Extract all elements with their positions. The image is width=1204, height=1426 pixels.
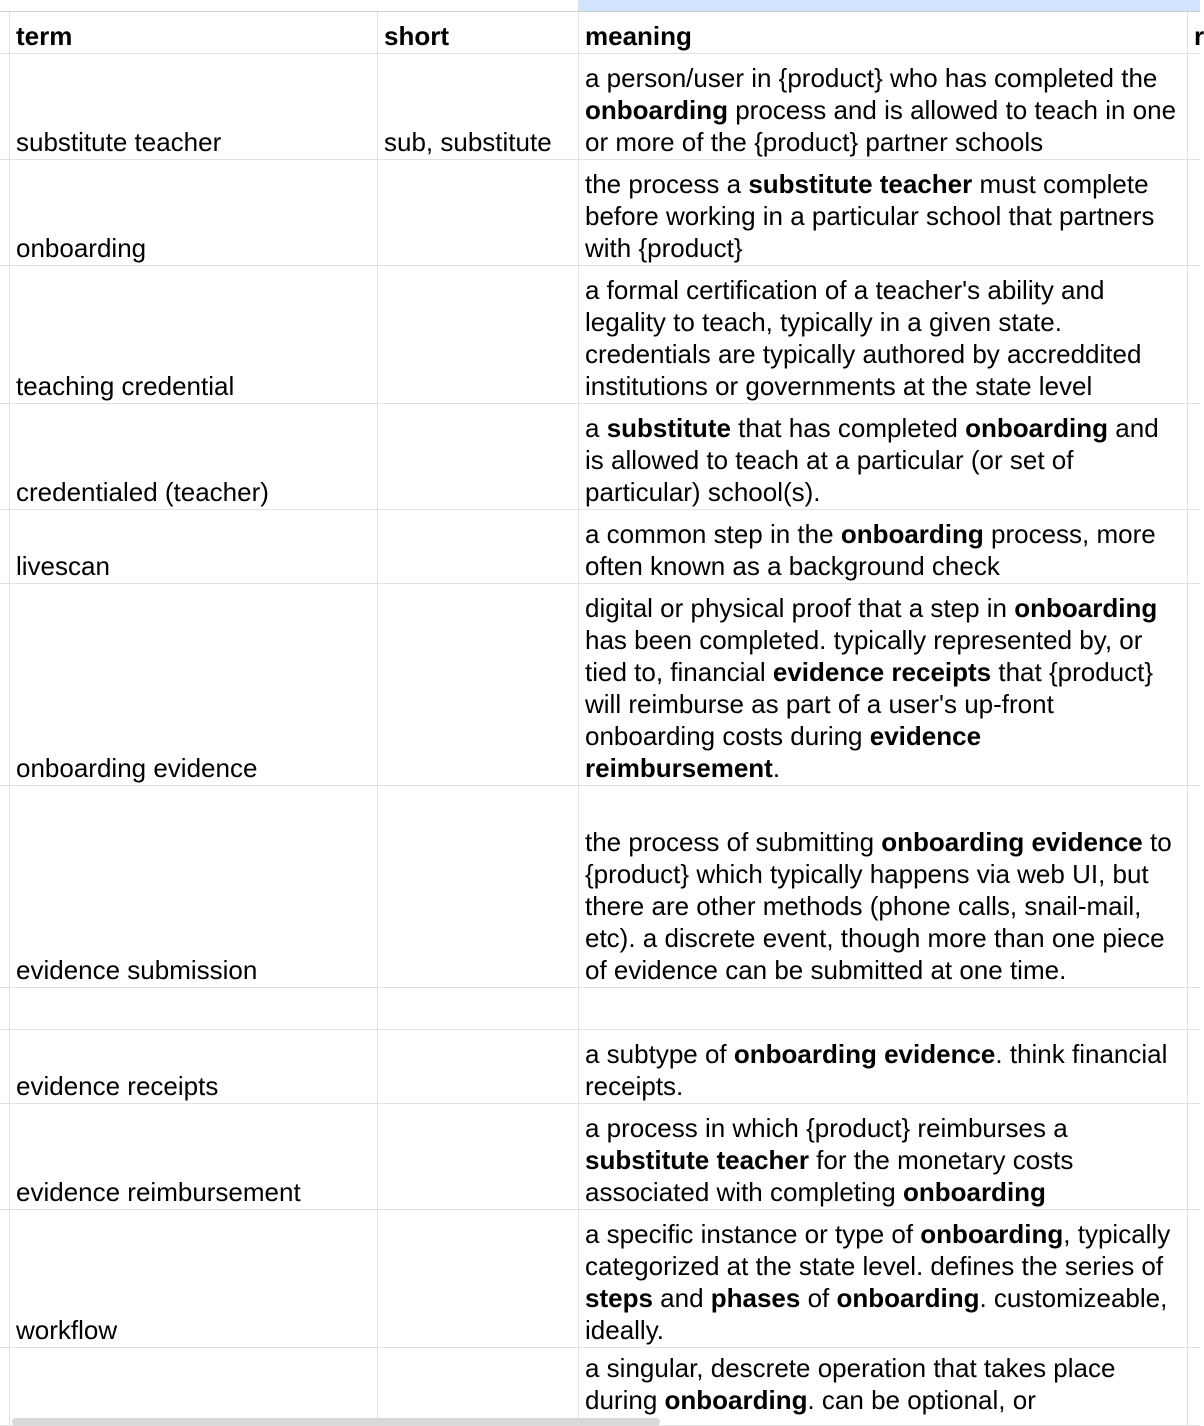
short-cell[interactable] <box>377 510 579 583</box>
meaning-cell[interactable] <box>578 786 1188 987</box>
meaning-bold-term: onboarding <box>585 95 728 125</box>
meaning-cell[interactable] <box>578 1210 1188 1347</box>
horizontal-scrollbar[interactable] <box>12 1418 660 1426</box>
next-column-cell[interactable] <box>1187 786 1200 987</box>
meaning-segment: for the monetary costs associated with completing <box>585 1145 1074 1207</box>
term-cell[interactable] <box>9 1210 378 1347</box>
meaning-cell[interactable] <box>578 404 1188 509</box>
meaning-segment: . customizeable, ideally. <box>585 1283 1168 1345</box>
meaning-text <box>585 1038 1181 1102</box>
meaning-cell[interactable] <box>578 266 1188 403</box>
table-row <box>0 510 1200 584</box>
meaning-segment: a <box>585 413 607 443</box>
meaning-text <box>585 274 1181 402</box>
meaning-segment: a formal certification of a teacher's ability and legality to teach, typically in a given state. credentials are typically authored by accreddited institutions or governments at the state level <box>585 275 1142 401</box>
term-cell[interactable] <box>9 404 378 509</box>
meaning-bold-term: onboarding evidence <box>881 827 1143 857</box>
term-text: substitute teacher <box>16 127 222 157</box>
short-cell[interactable] <box>377 266 579 403</box>
meaning-text <box>585 1352 1181 1416</box>
term-text: evidence submission <box>16 955 258 985</box>
selected-column-highlight <box>578 0 1200 11</box>
table-row <box>0 54 1200 160</box>
meaning-segment: must complete before working in a particular school that partners with {product} <box>585 169 1155 263</box>
meaning-segment: a person/user in {product} who has completed the <box>585 63 1158 93</box>
table-row <box>0 584 1200 786</box>
meaning-bold-term: evidence reimbursement <box>585 721 982 783</box>
short-cell[interactable] <box>377 1030 579 1103</box>
meaning-bold-term: onboarding evidence <box>733 1039 996 1069</box>
meaning-segment: that {product} will reimburse as part of a user's up-front onboarding costs during <box>585 657 1154 751</box>
meaning-cell[interactable] <box>578 584 1188 785</box>
meaning-bold-term: onboarding <box>840 519 984 549</box>
term-cell[interactable] <box>9 988 378 1029</box>
meaning-segment: of <box>800 1283 837 1313</box>
term-cell[interactable] <box>9 266 378 403</box>
meaning-segment: a specific instance or type of <box>585 1219 921 1249</box>
short-cell[interactable] <box>377 160 579 265</box>
meaning-cell[interactable] <box>578 1348 1188 1425</box>
meaning-segment: process, more often known as a background check <box>585 519 1156 581</box>
meaning-bold-term: onboarding <box>902 1177 1046 1207</box>
term-cell[interactable] <box>9 1104 378 1209</box>
meaning-cell[interactable] <box>578 160 1188 265</box>
meaning-bold-term: onboarding <box>1014 593 1158 623</box>
meaning-bold-term: substitute <box>606 413 731 443</box>
meaning-segment: process and is allowed to teach in one or more of the {product} partner schools <box>585 95 1177 157</box>
term-text: evidence reimbursement <box>16 1177 301 1207</box>
short-cell[interactable] <box>377 584 579 785</box>
short-cell[interactable] <box>377 1348 579 1425</box>
meaning-segment: a common step in the <box>585 519 841 549</box>
meaning-text <box>585 168 1181 264</box>
meaning-bold-term: steps <box>585 1283 653 1313</box>
short-cell[interactable] <box>377 786 579 987</box>
table-row <box>0 404 1200 510</box>
next-column-cell[interactable] <box>1187 988 1200 1029</box>
meaning-segment: . <box>772 753 781 783</box>
meaning-bold-term: phases <box>710 1283 801 1313</box>
next-column-cell[interactable] <box>1187 1104 1200 1209</box>
term-cell[interactable] <box>9 510 378 583</box>
meaning-bold-term: onboarding <box>920 1219 1064 1249</box>
meaning-cell[interactable] <box>578 54 1188 159</box>
table-row <box>0 988 1200 1030</box>
header-cell-short[interactable]: short <box>377 12 579 53</box>
next-column-cell[interactable] <box>1187 404 1200 509</box>
header-cell-term[interactable]: term <box>9 12 378 53</box>
meaning-text <box>585 62 1181 158</box>
meaning-segment: and <box>652 1283 711 1313</box>
meaning-segment: the process a <box>585 169 749 199</box>
header-cell-meaning[interactable]: meaning <box>578 12 1188 53</box>
next-column-cell[interactable] <box>1187 1210 1200 1347</box>
next-column-cell[interactable] <box>1187 160 1200 265</box>
meaning-segment: , typically categorized at the state level. defines the series of <box>585 1219 1171 1281</box>
header-row <box>0 11 1204 54</box>
short-cell[interactable] <box>377 988 579 1029</box>
next-column-cell[interactable] <box>1187 1348 1200 1425</box>
table-row <box>0 160 1200 266</box>
term-cell[interactable] <box>9 54 378 159</box>
term-text: credentialed (teacher) <box>16 477 269 507</box>
next-column-cell[interactable] <box>1187 54 1200 159</box>
next-column-cell[interactable] <box>1187 1030 1200 1103</box>
meaning-bold-term: onboarding <box>965 413 1109 443</box>
meaning-segment: . think financial receipts. <box>585 1039 1168 1101</box>
meaning-bold-term: evidence receipts <box>772 657 992 687</box>
next-column-cell[interactable] <box>1187 510 1200 583</box>
term-text: evidence receipts <box>16 1071 219 1101</box>
table-row <box>0 786 1200 988</box>
term-text: onboarding evidence <box>16 753 258 783</box>
meaning-bold-term: onboarding <box>836 1283 980 1313</box>
meaning-segment: has been completed. typically represented by, or tied to, financial <box>585 625 1143 687</box>
term-cell[interactable] <box>9 1348 378 1425</box>
short-cell[interactable] <box>377 404 579 509</box>
meaning-bold-term: substitute teacher <box>748 169 973 199</box>
meaning-bold-term: substitute teacher <box>585 1145 809 1175</box>
table-row <box>0 266 1200 404</box>
header-cell-next[interactable]: r <box>1194 21 1204 51</box>
term-cell[interactable] <box>9 786 378 987</box>
meaning-segment: a subtype of <box>585 1039 734 1069</box>
meaning-segment: a process in which {product} reimburses a <box>585 1113 1068 1143</box>
term-text: livescan <box>16 551 110 581</box>
term-text: onboarding <box>16 233 147 263</box>
term-cell[interactable] <box>9 584 378 785</box>
short-cell[interactable] <box>377 54 579 159</box>
meaning-segment: to {product} which typically happens via web UI, but there are other methods (phone calls, snail-mail, etc). a discrete event, though more than one piece of evidence can be submitted at one time. <box>585 827 1172 985</box>
meaning-text <box>585 592 1181 784</box>
table-row <box>0 1104 1200 1210</box>
meaning-segment: . can be optional, or <box>807 1385 1036 1415</box>
meaning-text <box>585 826 1181 986</box>
short-cell[interactable] <box>377 1104 579 1209</box>
meaning-segment: a singular, descrete operation that takes place during <box>585 1353 1116 1415</box>
meaning-bold-term: onboarding <box>664 1385 808 1415</box>
meaning-segment: that has completed <box>730 413 966 443</box>
term-cell[interactable] <box>9 160 378 265</box>
meaning-text <box>585 518 1181 582</box>
meaning-cell[interactable] <box>578 1030 1188 1103</box>
short-cell[interactable] <box>377 1210 579 1347</box>
term-text: workflow <box>16 1315 118 1345</box>
table-row <box>0 1210 1200 1348</box>
meaning-cell[interactable] <box>578 1104 1188 1209</box>
meaning-text <box>585 1218 1181 1346</box>
table-row <box>0 1030 1200 1104</box>
meaning-segment: and is allowed to teach at a particular (or set of particular) school(s). <box>585 413 1159 507</box>
term-cell[interactable] <box>9 1030 378 1103</box>
meaning-cell[interactable] <box>578 510 1188 583</box>
meaning-segment: digital or physical proof that a step in <box>585 593 1015 623</box>
next-column-cell[interactable] <box>1187 266 1200 403</box>
meaning-segment: the process of submitting <box>585 827 882 857</box>
next-column-cell[interactable] <box>1187 584 1200 785</box>
table-row <box>0 1348 1200 1426</box>
short-text: sub, substitute <box>384 127 552 157</box>
meaning-cell[interactable] <box>578 988 1188 1029</box>
meaning-text <box>585 412 1181 508</box>
meaning-text <box>585 1112 1181 1208</box>
term-text: teaching credential <box>16 371 235 401</box>
